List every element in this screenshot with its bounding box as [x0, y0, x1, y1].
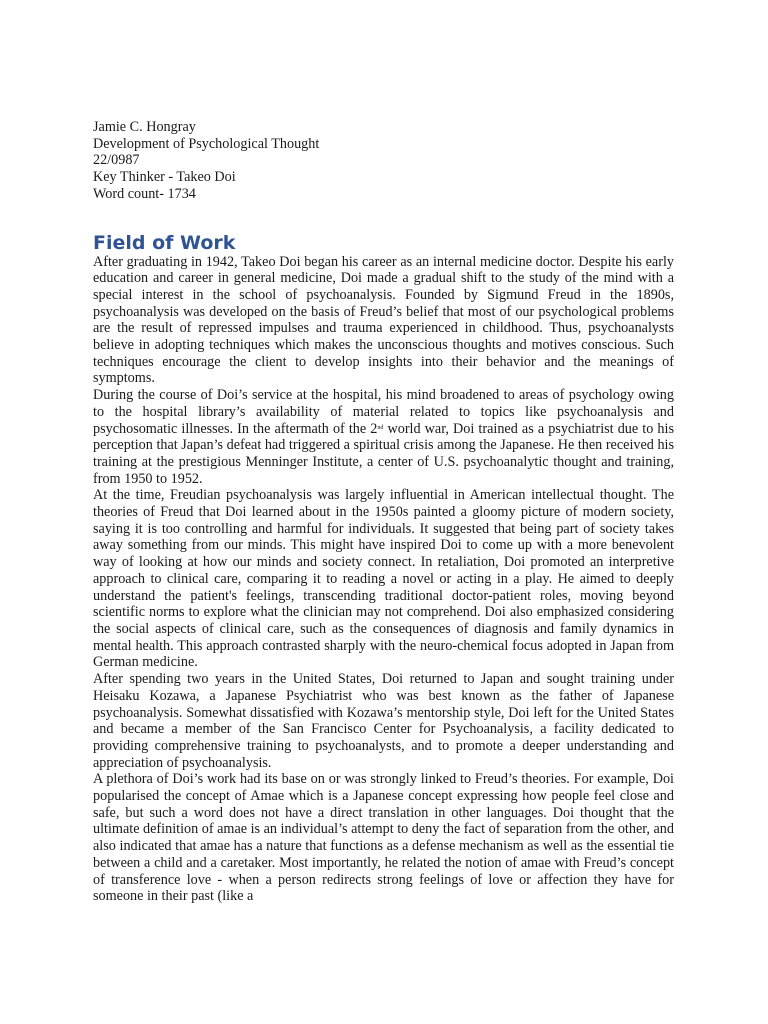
paragraph-2-text-before: During the course of Doi’s service at the hospital, his mind broadened to areas of psychology owing to the hospital library’s availability of material related to topics like psychoanalysis and psychosomatic illnesses. In the aftermath of the 2 — [93, 387, 674, 437]
paragraph-4: After spending two years in the United States, Doi returned to Japan and sought training under Heisaku Kozawa, a Japanese Psychiatrist who was best known as the father of Japanese psychoanalysis. Somewhat dissatisfied with Kozawa’s mentorship style, Doi left for the United States and became a member of the San Francisco Center for Psychoanalysis, a facility dedicated to providing comprehensive training to psychoanalysts, and to promote a deeper understanding and appreciation of psychoanalysis. — [93, 671, 674, 771]
paragraph-1: After graduating in 1942, Takeo Doi began his career as an internal medicine doctor. Despite his early education and career in general medicine, Doi made a gradual shift to the study of the mind with a special interest in the school of psychoanalysis. Founded by Sigmund Freud in the 1890s, psychoanalysis was developed on the basis of Freud’s belief that most of our psychological problems are the result of repressed impulses and trauma experienced in childhood. Thus, psychoanalysts believe in adopting techniques which makes the unconscious thoughts and motives conscious. Such techniques encourage the client to develop insights into their behavior and the meanings of symptoms. — [93, 253, 674, 387]
key-thinker: Key Thinker - Takeo Doi — [93, 169, 236, 186]
document-page — [93, 119, 674, 905]
paragraph-2-text-after: world war, Doi trained as a psychiatrist due to his perception that Japan’s defeat had triggered a spiritual crisis among the Japanese. He then received his training at the prestigious Menninger Institute, a center of U.S. psychoanalytic thought and training, from 1950 to 1952. — [93, 420, 674, 487]
roll-number: 22/0987 — [93, 152, 140, 169]
section-heading: Field of Work — [93, 231, 236, 254]
author-name: Jamie C. Hongray — [93, 119, 196, 135]
course-title: Development of Psychological Thought — [93, 135, 320, 152]
paragraph-3: At the time, Freudian psychoanalysis was largely influential in American intellectual thought. The theories of Freud that Doi learned about in the 1950s painted a gloomy picture of modern society, saying it is too controlling and harmful for individuals. It suggested that being part of society takes away something from our minds. This might have inspired Doi to come up with a more benevolent way of looking at how our minds and society connect. In retaliation, Doi promoted an interpretive approach to clinical care, comparing it to reading a novel or acting in a play. He aimed to deeply understand the patient's feelings, transcending traditional doctor-patient roles, moving beyond scientific norms to explore what the clinician may not comprehend. Doi also emphasized considering the social aspects of clinical care, such as the consequences of diagnosis and family dynamics in mental health. This approach contrasted sharply with the neuro-chemical focus adopted in Japan from German medicine. — [93, 487, 674, 671]
ordinal-superscript: nd — [377, 424, 384, 431]
word-count: Word count- 1734 — [93, 185, 196, 202]
paragraph-2 — [93, 387, 674, 487]
paragraph-5: A plethora of Doi’s work had its base on or was strongly linked to Freud’s theories. For example, Doi popularised the concept of Amae which is a Japanese concept expressing how people feel close and safe, but such a word does not have a direct translation in other languages. Doi thought that the ultimate definition of amae is an individual’s attempt to deny the fact of separation from the other, and also indicated that amae has a nature that functions as a defense mechanism as well as the essential tie between a child and a caretaker. Most importantly, he related the notion of amae with Freud’s concept of transference love - when a person redirects strong feelings of love or affection they have for someone in their past (like a — [93, 771, 674, 905]
document-header — [93, 119, 674, 203]
